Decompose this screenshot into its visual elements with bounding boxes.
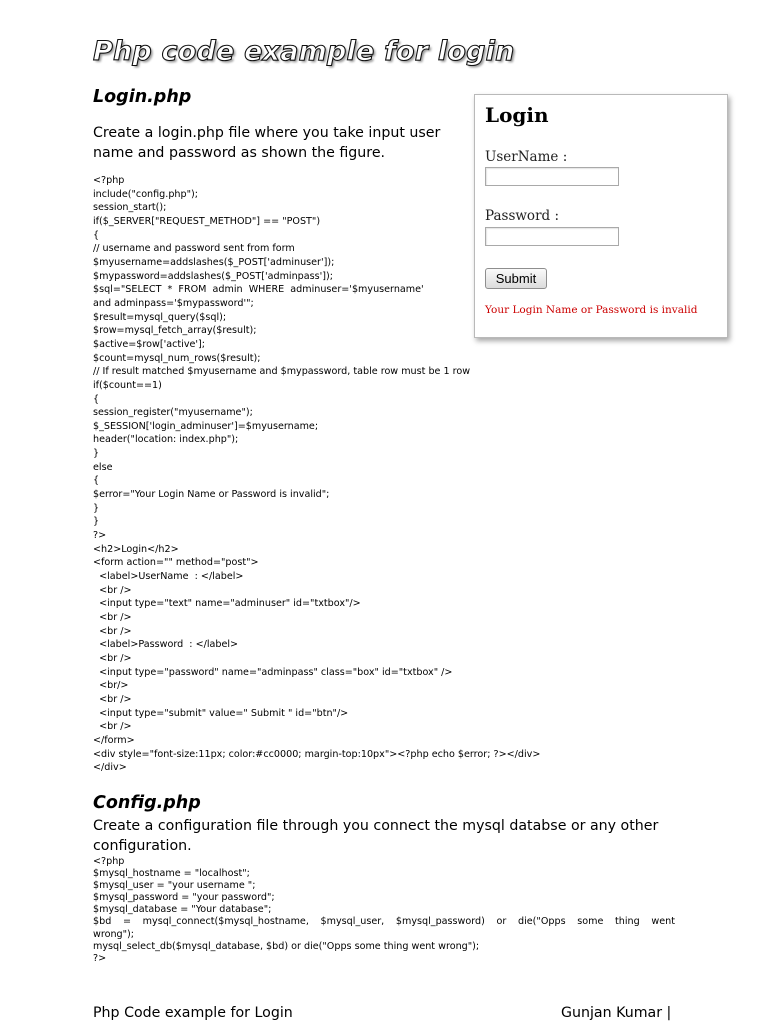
footer-right: Gunjan Kumar | xyxy=(561,1005,672,1021)
config-description xyxy=(93,816,658,856)
code-line: { xyxy=(93,229,100,241)
code-line: and adminpass='$mypassword'"; xyxy=(93,297,254,309)
page-title: Php code example for login xyxy=(93,36,515,67)
code-line: <label>UserName : </label> xyxy=(93,571,244,583)
config-section-heading: Config.php xyxy=(93,793,201,813)
code-line: <br /> xyxy=(93,612,132,623)
code-line: $mysql_password = "your password"; xyxy=(93,892,275,904)
code-line: include("config.php"); xyxy=(93,188,198,200)
code-line: <br /> xyxy=(93,584,132,596)
code-line: $mysql_database = "Your database"; xyxy=(93,904,272,916)
code-line: $myusername=addslashes($_POST['adminuser']); xyxy=(93,256,335,268)
code-line: } xyxy=(93,516,100,528)
code-line: </form> xyxy=(93,734,135,746)
code-line: $error="Your Login Name or Password is invalid"; xyxy=(93,489,330,501)
figure-title: Login xyxy=(485,103,549,127)
code-line: <div style="font-size:11px; color:#cc0000; margin-top:10px"><?php echo $error; ?></div> xyxy=(93,748,541,760)
code-line: <br/> xyxy=(93,680,129,692)
code-line: $count=mysql_num_rows($result); xyxy=(93,352,261,364)
code-line: // If result matched $myusername and $mypassword, table row must be 1 row xyxy=(93,366,471,378)
code-line: ?> xyxy=(93,530,107,542)
code-line: $row=mysql_fetch_array($result); xyxy=(93,325,257,337)
code-line: <br /> xyxy=(93,625,132,637)
code-line: $mysql_hostname = "localhost"; xyxy=(93,868,250,880)
login-form-figure xyxy=(474,94,728,338)
code-line: mysql_select_db($mysql_database, $bd) or die("Opps some thing went wrong"); xyxy=(93,940,480,952)
description-line: name and password as shown the figure. xyxy=(93,145,386,161)
code-line: else xyxy=(93,461,113,473)
code-line: wrong"); xyxy=(93,928,135,940)
code-line: <h2>Login</h2> xyxy=(93,543,179,555)
login-description xyxy=(93,123,440,163)
code-line: if($_SERVER["REQUEST_METHOD"] == "POST") xyxy=(93,215,321,227)
code-line: } xyxy=(93,448,100,460)
code-line: <input type="password" name="adminpass" class="box" id="txtbox" /> xyxy=(93,666,453,678)
code-line: session_register("myusername"); xyxy=(93,407,253,419)
figure-username-input xyxy=(485,167,619,186)
code-line: } xyxy=(93,502,100,514)
figure-password-label: Password : xyxy=(485,208,559,224)
code-line: <input type="submit" value=" Submit " id="btn"/> xyxy=(93,707,349,719)
code-line: $result=mysql_query($sql); xyxy=(93,311,227,323)
login-section-heading: Login.php xyxy=(93,87,192,107)
figure-password-input xyxy=(485,227,619,246)
code-line: { xyxy=(93,475,100,487)
code-line: $mysql_user = "your username "; xyxy=(93,880,256,892)
code-line: $mypassword=addslashes($_POST['adminpass']); xyxy=(93,270,333,282)
code-line: $_SESSION['login_adminuser']=$myusername; xyxy=(93,420,319,432)
code-line: <label>Password : </label> xyxy=(93,639,239,651)
code-line: <input type="text" name="adminuser" id="txtbox"/> xyxy=(93,598,361,610)
figure-error-message: Your Login Name or Password is invalid xyxy=(485,304,698,316)
code-line: <br /> xyxy=(93,721,132,733)
code-line: session_start(); xyxy=(93,202,167,214)
code-line: $bd = mysql_connect($mysql_hostname, $mysql_user, $mysql_password) or die("Opps some thing went xyxy=(93,916,675,928)
code-line: </div> xyxy=(93,762,127,774)
code-line: $active=$row['active']; xyxy=(93,338,206,350)
code-line: if($count==1) xyxy=(93,379,162,391)
description-line: Create a configuration file through you connect the mysql databse or any other xyxy=(93,818,659,834)
code-line: header("location: index.php"); xyxy=(93,434,239,446)
figure-username-label: UserName : xyxy=(485,149,568,165)
code-line: // username and password sent from form xyxy=(93,243,295,255)
footer-left: Php Code example for Login xyxy=(93,1005,293,1021)
description-line: Create a login.php file where you take input user xyxy=(93,125,441,141)
code-line: { xyxy=(93,393,100,405)
figure-submit-button: Submit xyxy=(485,268,547,289)
description-line: configuration. xyxy=(93,838,192,854)
code-line: <?php xyxy=(93,175,125,186)
config-php-code-block xyxy=(93,856,675,965)
code-line: <br /> xyxy=(93,693,132,705)
code-line: $sql="SELECT * FROM admin WHERE adminuser='$myusername' xyxy=(93,284,424,296)
code-line: <form action="" method="post"> xyxy=(93,557,259,569)
code-line: <?php xyxy=(93,856,125,867)
code-line: ?> xyxy=(93,952,107,964)
code-line: <br /> xyxy=(93,652,132,664)
